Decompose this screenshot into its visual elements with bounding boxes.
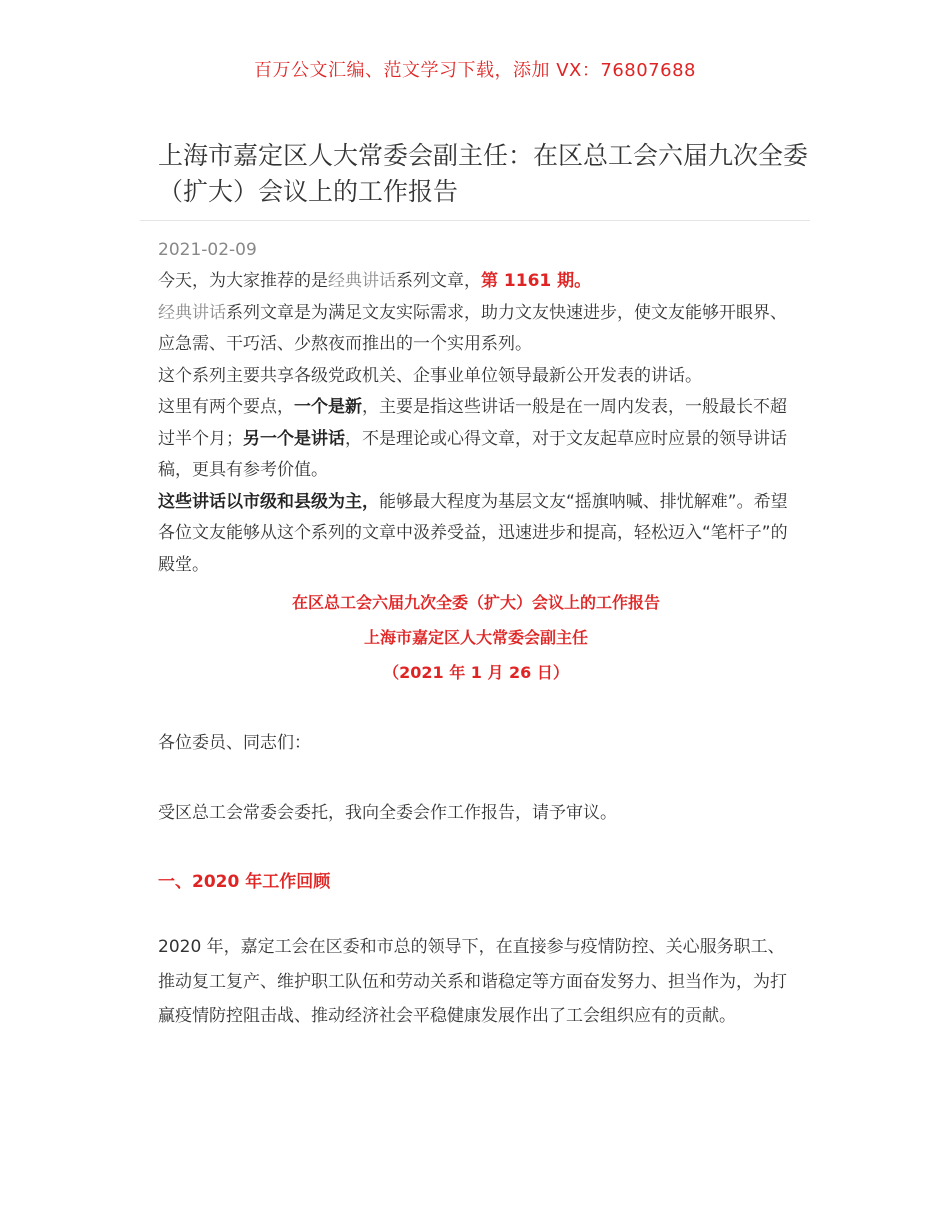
intro-paragraph-4: 这里有两个要点，一个是新，主要是指这些讲话一般是在一周内发表，一般最长不超过半个月；另一个是讲话，不是理论或心得文章，对于文友起草应时应景的领导讲话稿，更具有参考价值。: [158, 397, 787, 480]
watermark-banner: 百万公文汇编、范文学习下载，添加 VX：76807688: [254, 60, 696, 81]
issue-number: 第 1161 期。: [481, 271, 592, 291]
report-speaker: 上海市嘉定区人大常委会副主任: [363, 628, 588, 647]
series-name: 经典讲话: [328, 271, 396, 291]
greeting: 各位委员、同志们：: [158, 733, 311, 753]
publish-date: 2021-02-09: [158, 240, 257, 260]
intro-paragraph-2: 经典讲话系列文章是为满足文友实际需求，助力文友快速进步，使文友能够开眼界、应急需、干巧活、少熬夜而推出的一个实用系列。: [158, 302, 787, 354]
intro-paragraph-5: 这些讲话以市级和县级为主，能够最大程度为基层文友“摇旗呐喊、排忧解难”。希望各位文友能够从这个系列的文章中汲养受益，迅速进步和提高，轻松迈入“笔杆子”的殿堂。: [158, 491, 788, 575]
article-title: 上海市嘉定区人大常委会副主任：在区总工会六届九次全委（扩大）会议上的工作报告: [158, 141, 809, 206]
intro-paragraph-1: 今天，为大家推荐的是经典讲话系列文章，第 1161 期。: [158, 271, 592, 291]
entrust-statement: 受区总工会常委会委托，我向全委会作工作报告，请予审议。: [158, 803, 617, 823]
report-heading: 在区总工会六届九次全委（扩大）会议上的工作报告: [291, 593, 660, 612]
section-1-heading: 一、2020 年工作回顾: [158, 872, 331, 892]
intro-paragraph-3: 这个系列主要共享各级党政机关、企事业单位领导最新公开发表的讲话。: [158, 365, 702, 386]
section-1-paragraph: 2020 年，嘉定工会在区委和市总的领导下，在直接参与疫情防控、关心服务职工、推动复工复产、维护职工队伍和劳动关系和谐稳定等方面奋发努力、担当作为，为打赢疫情防控阻击战、推动经济社会平稳健康发展作出了工会组织应有的贡献。: [158, 937, 787, 1026]
series-intro: [158, 266, 794, 581]
title-divider: [140, 220, 810, 221]
report-date: （2021 年 1 月 26 日）: [383, 663, 569, 682]
